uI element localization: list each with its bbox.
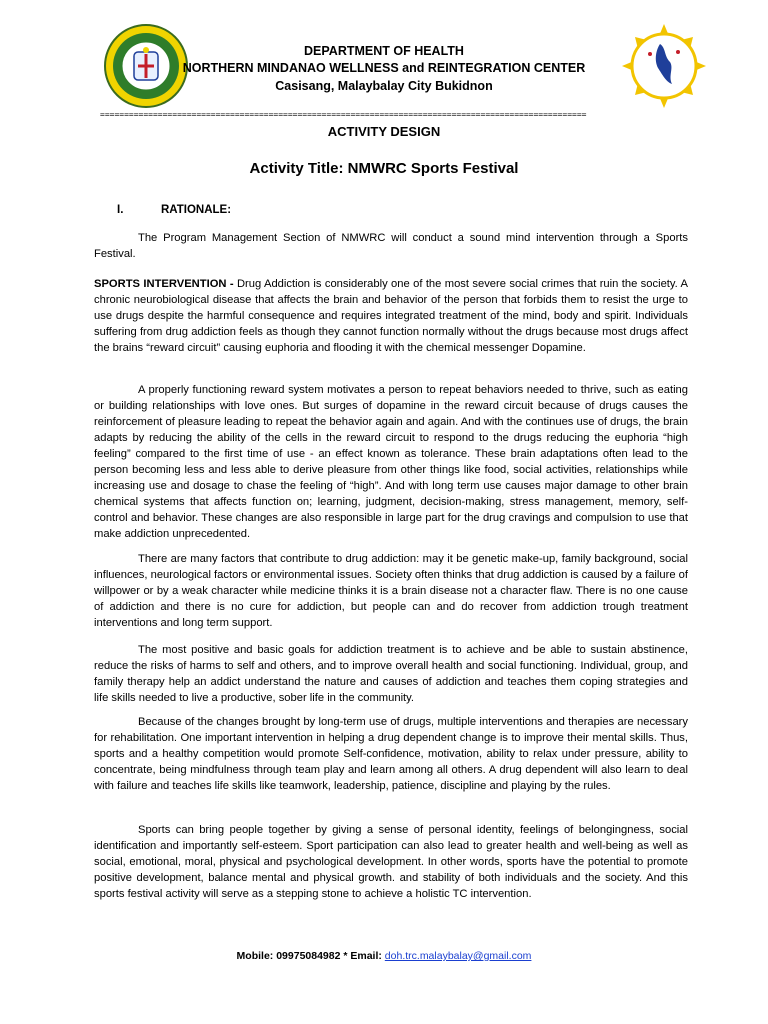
paragraph-intro: The Program Management Section of NMWRC will conduct a sound mind intervention through a Sports Festival. <box>94 232 688 260</box>
header-separator: ===================================================================================================== <box>100 110 587 119</box>
header-address: Casisang, Malaybalay City Bukidnon <box>275 79 493 93</box>
footer-contact <box>0 950 768 962</box>
header-department: DEPARTMENT OF HEALTH <box>304 44 464 58</box>
paragraph-reward-system: A properly functioning reward system motivates a person to repeat behaviors needed to thrive, such as eating or building relationships with love ones. But surges of dopamine in the reward circuit because of drugs causes the reinforcement of pleasure leading to repeat the behavior again and again. And with the continues use of drugs, the brain adapts by reducing the ability of the cells in the reward circuit to respond to the drugs reducing the euphoria “high feeling” compared to the first time of use - an effect known as tolerance. These brain adaptations often lead to the person becoming less and less able to derive pleasure from other things like food, social activities, relationships while increasing use and dosage to chase the feeling of “high”. And with long term use causes major damage to other brain chemical systems that affects function on; learning, judgment, decision-making, stress management, memory, self-control and behavior. These changes are also responsible in large part for the drug cravings and compulsion to use that make addiction unprecedented. <box>94 384 688 540</box>
activity-title: Activity Title: NMWRC Sports Festival <box>249 160 519 177</box>
paragraph-factors: There are many factors that contribute to drug addiction: may it be genetic make-up, family background, social influences, neurological factors or environmental issues. Society often thinks that drug addiction is caused by a failure of willpower or by a weak character while medicine thinks it is a brain disease not a character flaw. There is no one cause of addiction and there is no cure for addiction, but people can and do recover from addiction trough treatment interventions and long term support. <box>94 553 688 629</box>
section-number: I. <box>117 204 124 216</box>
activity-design-label: ACTIVITY DESIGN <box>327 124 441 139</box>
footer-mobile: Mobile: 09975084982 * Email: <box>236 950 385 962</box>
paragraph-sports-benefits: Sports can bring people together by giving a sense of personal identity, feelings of belongingness, social identification and importantly self-esteem. Sport participation can also lead to greater health and well-being as well as social, emotional, moral, physical and psychological development. In other words, sports have the potential to promote positive development, balance mental and physical growth. and stability of both individuals and the society. And this sports festival activity will serve as a stepping stone to achieve a holistic TC intervention. <box>94 824 688 900</box>
paragraph-interventions: Because of the changes brought by long-term use of drugs, multiple interventions and therapies are necessary for rehabilitation. One important intervention in helping a drug dependent change is to improve their mental skills. Thus, sports and a healthy competition would promote Self-confidence, motivation, ability to relax under pressure, ability to concentrate, being mindfulness through team play and learn among all others. A drug dependent will also learn to deal with failure and teaches life skills like teamwork, leadership, patience, discipline and playing by the rules. <box>94 716 688 792</box>
paragraph-lead: SPORTS INTERVENTION - <box>94 278 234 290</box>
paragraph-body: Drug Addiction is considerably one of the most severe social crimes that ruin the society. A chronic neurobiological disease that affects the brain and behavior of the person that forbids them to resist the urge to use drugs despite the harmful consequence and requires integrated treatment of the mind, body and spirit. Individuals suffering from drug addiction feels as though they cannot function normally without the drugs because most drugs affect the brains “reward circuit” causing euphoria and flooding it with the chemical messenger Dopamine. <box>94 278 689 354</box>
paragraph-sports-intervention <box>94 276 688 356</box>
section-heading <box>117 204 231 216</box>
header-center-name: NORTHERN MINDANAO WELLNESS and REINTEGRATION CENTER <box>182 61 586 75</box>
section-title: RATIONALE: <box>161 204 232 216</box>
paragraph-goals: The most positive and basic goals for addiction treatment is to achieve and be able to sustain abstinence, reduce the risks of harms to self and others, and to improve overall health and social functioning. Individual, group, and family therapy help an addict understand the nature and causes of addiction and teaches them coping strategies and life skills needed to live a productive, sober life in the community. <box>94 644 688 704</box>
footer-email-link[interactable]: doh.trc.malaybalay@gmail.com <box>384 950 532 962</box>
